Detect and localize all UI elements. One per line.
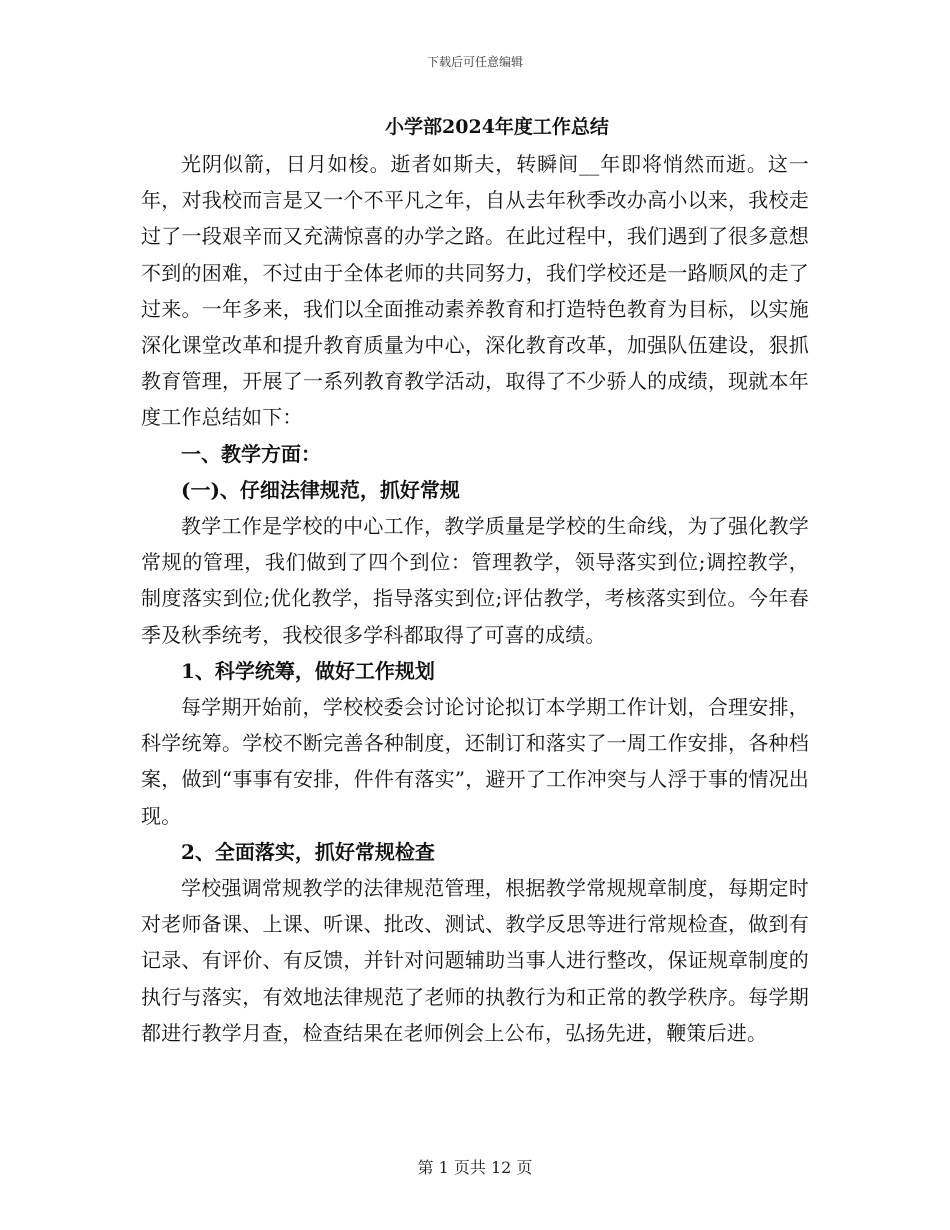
document-body bbox=[141, 146, 809, 1051]
section-heading: 1、科学统筹，做好工作规划 bbox=[181, 658, 435, 683]
page-header-note: 下载后可任意编辑 bbox=[426, 55, 523, 69]
body-paragraph: 学校强调常规教学的法律规范管理，根据教学常规规章制度，每期定时对老师备课、上课、听课、批改、测试、教学反思等进行常规检查，做到有记录、有评价、有反馈，并针对问题辅助当事人进行整改，保证规章制度的执行与落实，有效地法律规范了老师的执教行为和正常的教学秩序。每学期都进行教学月查，检查结果在老师例会上公布，弘扬先进，鞭策后进。 bbox=[141, 876, 809, 1045]
body-paragraph: 教学工作是学校的中心工作，教学质量是学校的生命线，为了强化教学常规的管理，我们做到了四个到位：管理教学，领导落实到位;调控教学，制度落实到位;优化教学，指导落实到位;评估教学，考核落实到位。今年春季及秋季统考，我校很多学科都取得了可喜的成绩。 bbox=[141, 514, 809, 647]
section-heading: 一、教学方面： bbox=[181, 441, 321, 466]
page-number-footer: 第 1 页共 12 页 bbox=[417, 1158, 533, 1177]
body-paragraph: 每学期开始前，学校校委会讨论讨论拟订本学期工作计划，合理安排，科学统筹。学校不断完善各种制度，还制订和落实了一周工作安排，各种档案，做到“事事有安排，件件有落实”，避开了工作冲突与人浮于事的情况出现。 bbox=[141, 695, 809, 828]
section-heading: 2、全面落实，抓好常规检查 bbox=[181, 839, 435, 864]
section-heading: (一)、仔细法律规范，抓好常规 bbox=[181, 477, 460, 502]
document-title: 小学部2024年度工作总结 bbox=[385, 116, 609, 138]
body-paragraph: 光阴似箭，日月如梭。逝者如斯夫，转瞬间__年即将悄然而逝。这一年，对我校而言是又一个不平凡之年，自从去年秋季改办高小以来，我校走过了一段艰辛而又充满惊喜的办学之路。在此过程中，我们遇到了很多意想不到的困难，不过由于全体老师的共同努力，我们学校还是一路顺风的走了过来。一年多来，我们以全面推动素养教育和打造特色教育为目标，以实施深化课堂改革和提升教育质量为中心，深化教育改革，加强队伍建设，狠抓教育管理，开展了一系列教育教学活动，取得了不少骄人的成绩，现就本年度工作总结如下： bbox=[141, 152, 809, 430]
